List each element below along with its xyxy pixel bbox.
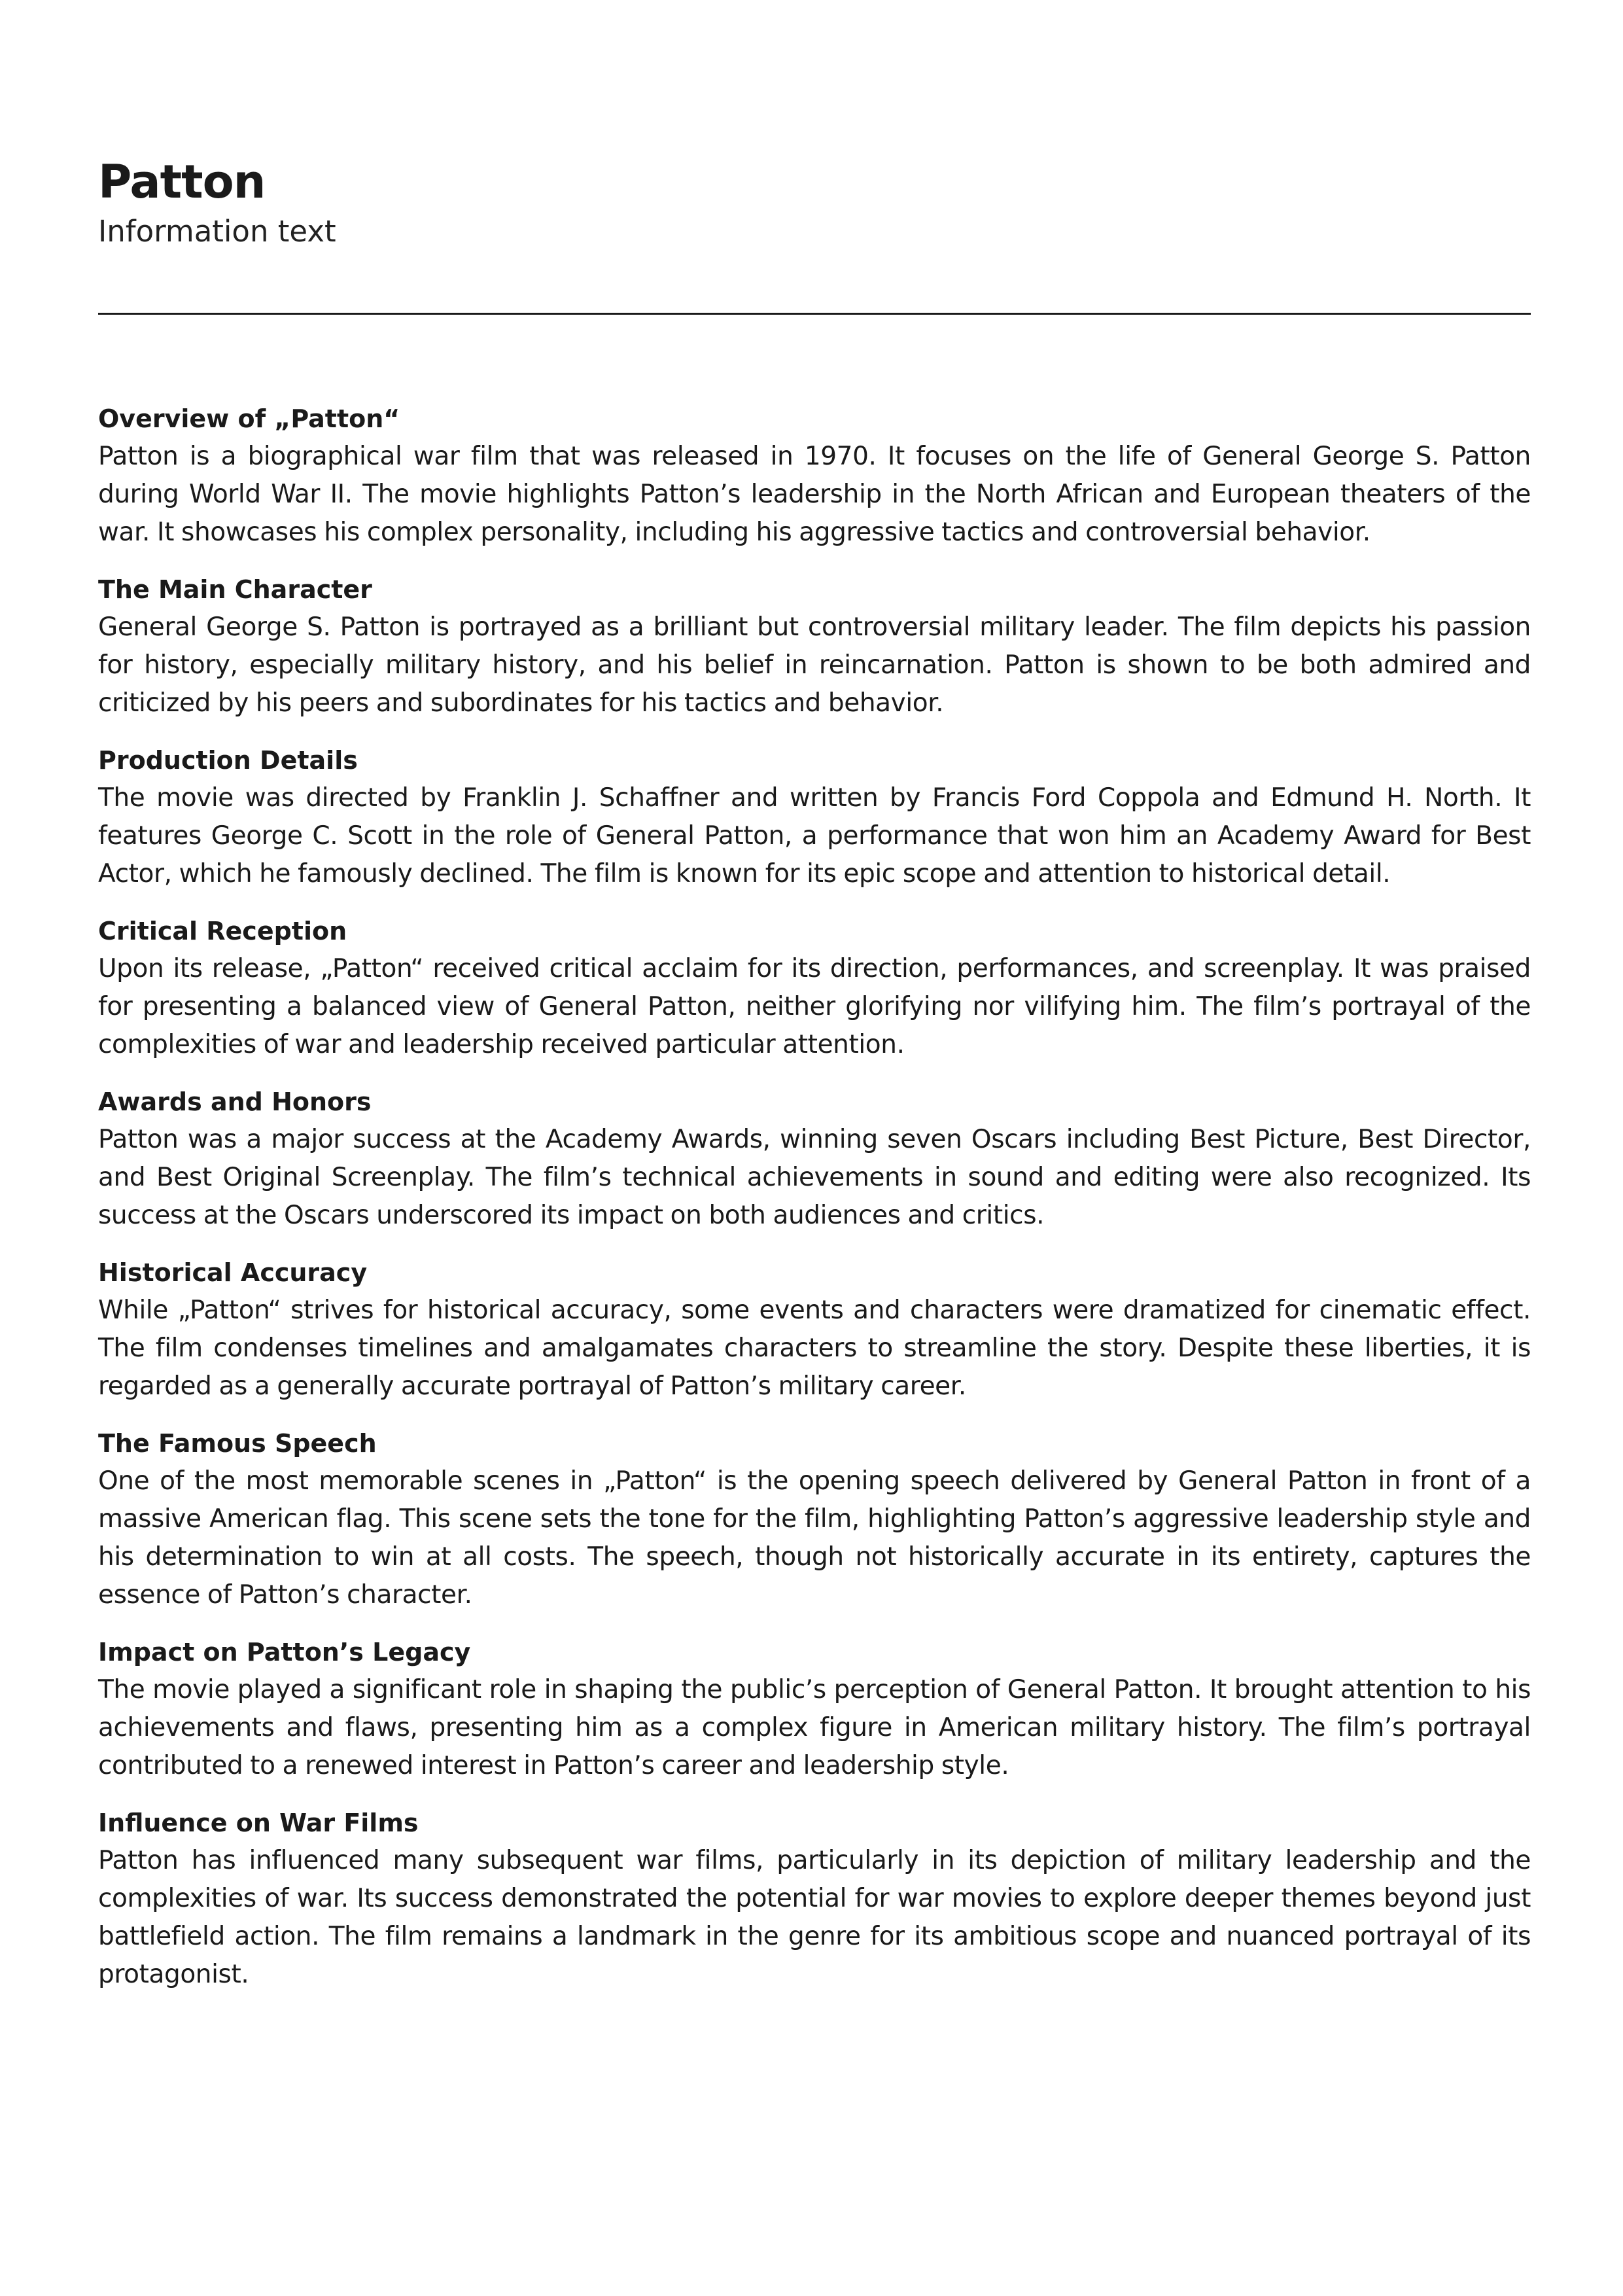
section-influence-on-war-films: [98, 1804, 1531, 1994]
section-heading: The Main Character: [98, 575, 372, 604]
section-historical-accuracy: [98, 1254, 1531, 1405]
section-heading: Awards and Honors: [98, 1087, 372, 1116]
section-body: While „Patton“ strives for historical accuracy, some events and characters were dramatized for cinematic effect. The film condenses timelines and amalgamates characters to streamline the story. Despite these liberties, it is regarded as a generally accurate portrayal of Patton’s military career.: [98, 1296, 1531, 1401]
section-heading: Overview of „Patton“: [98, 404, 400, 433]
document-subtitle: Information text: [98, 214, 336, 249]
section-body: Patton has influenced many subsequent war films, particularly in its depiction of military leadership and the complexities of war. Its success demonstrated the potential for war movies to explore deeper themes beyond just battlefield action. The film remains a landmark in the genre for its ambitious scope and nuanced portrayal of its protagonist.: [98, 1846, 1531, 1989]
header-divider: [98, 313, 1531, 315]
section-body: One of the most memorable scenes in „Patton“ is the opening speech delivered by General Patton in front of a massive American flag. This scene sets the tone for the film, highlighting Patton’s aggressive leadership style and his determination to win at all costs. The speech, though not historically accurate in its entirety, captures the essence of Patton’s character.: [98, 1466, 1531, 1610]
document-header: [98, 152, 1531, 251]
section-heading: The Famous Speech: [98, 1429, 377, 1458]
section-famous-speech: [98, 1424, 1531, 1614]
section-heading: Impact on Patton’s Legacy: [98, 1638, 471, 1667]
section-critical-reception: [98, 912, 1531, 1064]
document-title: Patton: [98, 155, 266, 209]
section-impact-on-legacy: [98, 1633, 1531, 1785]
section-body: Patton is a biographical war film that was released in 1970. It focuses on the life of General George S. Patton during World War II. The movie highlights Patton’s leadership in the North African and European theaters of the war. It showcases his complex personality, including his aggressive tactics and controversial behavior.: [98, 442, 1531, 547]
section-body: The movie was directed by Franklin J. Schaffner and written by Francis Ford Coppola and Edmund H. North. It features George C. Scott in the role of General Patton, a performance that won him an Academy Award for Best Actor, which he famously declined. The film is known for its epic scope and attention to historical detail.: [98, 783, 1531, 889]
section-body: General George S. Patton is portrayed as a brilliant but controversial military leader. The film depicts his passion for history, especially military history, and his belief in reincarnation. Patton is shown to be both admired and criticized by his peers and subordinates for his tactics and behavior.: [98, 612, 1531, 718]
section-heading: Production Details: [98, 746, 358, 775]
section-body: Upon its release, „Patton“ received critical acclaim for its direction, performances, and screenplay. It was praised for presenting a balanced view of General Patton, neither glorifying nor vilifying him. The film’s portrayal of the complexities of war and leadership received particular attention.: [98, 954, 1531, 1059]
section-overview: [98, 400, 1531, 552]
section-production-details: [98, 741, 1531, 893]
section-body: Patton was a major success at the Academy Awards, winning seven Oscars including Best Picture, Best Director, and Best Original Screenplay. The film’s technical achievements in sound and editing were also recognized. Its success at the Oscars underscored its impact on both audiences and critics.: [98, 1125, 1531, 1230]
document-content: [98, 400, 1531, 2013]
section-awards-and-honors: [98, 1083, 1531, 1235]
section-main-character: [98, 571, 1531, 722]
section-heading: Historical Accuracy: [98, 1258, 368, 1287]
section-heading: Critical Reception: [98, 917, 347, 945]
section-heading: Influence on War Films: [98, 1809, 419, 1837]
section-body: The movie played a significant role in shaping the public’s perception of General Patton. It brought attention to his achievements and flaws, presenting him as a complex figure in American military history. The film’s portrayal contributed to a renewed interest in Patton’s career and leadership style.: [98, 1675, 1531, 1780]
